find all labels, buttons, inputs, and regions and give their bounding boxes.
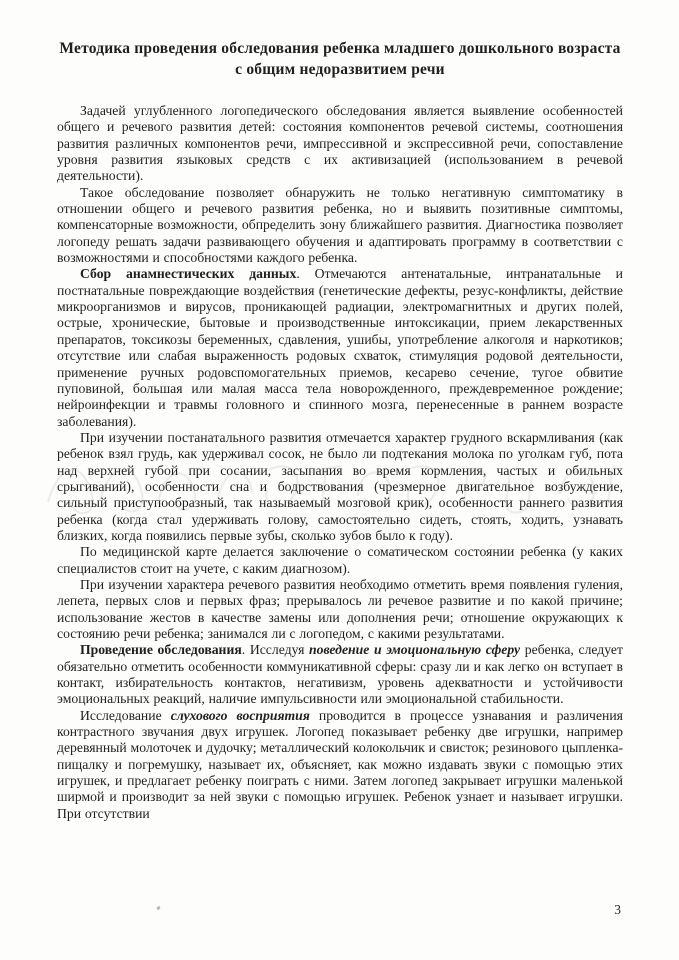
text-segment: Такое обследование позволяет обнаружить не только негативную симптоматику в отношении общего и речевого развития ребенка, но и выявить позитивные симптомы, компенсаторные возможности, обпределить зону ближайшего развития. Диагностика позволяет логопеду решать задачи развивающего обучения и адаптировать программу в соответствии с возможностями и способностями каждого ребенка.: [57, 184, 623, 266]
text-segment: Задачей углубленного логопедического обследования является выявление особенностей общего и речевого развития детей: состояния компонентов речевой системы, соотношения развития различных компонентов речи, импрессивной и экспрессивной речи, сопоставление уровня развития языковых средств с их активизацией (использованием в речевой деятельности).: [57, 103, 623, 184]
text-segment: проводится в процессе узнавания и различения контрастного звучания двух игрушек. Логопед показывает ребенку две игрушки, например деревянный молоточек и дудочку; металлический колокольчик и свисток; резинового цыпленка-пищалку и погремушку, называет их, объясняет, как можно издавать звуки с помощью этих игрушек, и предлагает ребенку поиграть с ними. Затем логопед закрывает игрушки маленькой ширмой и производит за ней звуки с помощью игрушек. Ребенок узнает и называет игрушки. При отсутствии: [57, 707, 623, 821]
paragraph: [57, 430, 623, 544]
paragraph: [57, 185, 623, 267]
paragraph: [57, 577, 623, 642]
page-number: 3: [614, 902, 621, 917]
text-segment: Сбор анамнестических данных: [80, 266, 297, 282]
text-segment: . Исследуя: [241, 642, 310, 658]
text-segment: слухового восприятия: [170, 707, 310, 723]
text-segment: ребенка, следует обязательно отметить особенности коммуникативной сферы: сразу ли и как легко он вступает в контакт, избирательность контактов, негативизм, уровень адекватности и устойчивости эмоциональных реакций, наличие импульсивности или эмоциональной стабильности.: [57, 642, 623, 707]
text-segment: При изучении характера речевого развития необходимо отметить время появления гуления, лепета, первых слов и первых фраз; прерывалось ли речевое развитие и по какой причине; использование жестов в качестве замены или дополнения речи; отношение окружающих к состоянию речи ребенка; занимался ли с логопедом, с какими результатами.: [57, 576, 623, 641]
text-segment: Исследование: [80, 707, 171, 723]
paragraph: [57, 544, 623, 577]
text-segment: По медицинской карте делается заключение о соматическом состоянии ребенка (у каких специалистов стоит на учете, с каким диагнозом).: [57, 544, 623, 576]
body-text: [57, 103, 623, 822]
page-title: Методика проведения обследования ребенка младшего дошкольного возраста с общим недоразвитием речи: [59, 40, 621, 78]
text-segment: . Отмечаются антенатальные, интранатальные и постнатальные повреждающие воздействия (генетические дефекты, резус-конфликты, действие микроорганизмов и вирусов, проникающей радиации, электромагнитных и других полей, острые, хронические, бытовые и производственные интоксикации, прием лекарственных препаратов, токсикозы беременных, сдавления, ушибы, употребление алкоголя и наркотиков; отсутствие или слабая выраженность родовых схваток, стимуляция родовой деятельности, применение ручных родовспомогательных приемов, кесарево сечение, тугое обвитие пуповиной, большая или малая масса тела новорожденного, преждевременное рождение; нейроинфекции и травмы головного и спинного мозга, перенесенные в раннем возрасте заболевания).: [57, 266, 623, 429]
scan-artifact-speck: [156, 906, 161, 911]
paragraph: [57, 266, 623, 429]
text-segment: Проведение обследования: [80, 642, 242, 658]
paragraph: [57, 642, 623, 707]
paragraph: [57, 708, 623, 822]
text-segment: При изучении постанатального развития отмечается характер грудного вскармливания (как ребенок взял грудь, как удерживал сосок, не было ли подтекания молока по уголкам губ, пота над верхней губой при сосании, засыпания во время кормления, частых и обильных срыгиваний), особенности сна и бодрствования (чрезмерное двигательное возбуждение, сильный приступообразный, так называемый мозговой крик), особенности раннего развития ребенка (когда стал удерживать голову, самостоятельно сидеть, стоять, ходить, узнавать близких, когда появились первые зубы, сколько зубов было к году).: [57, 429, 623, 543]
text-segment: поведение и эмоциональную сферу: [309, 642, 521, 658]
paragraph: [57, 103, 623, 185]
